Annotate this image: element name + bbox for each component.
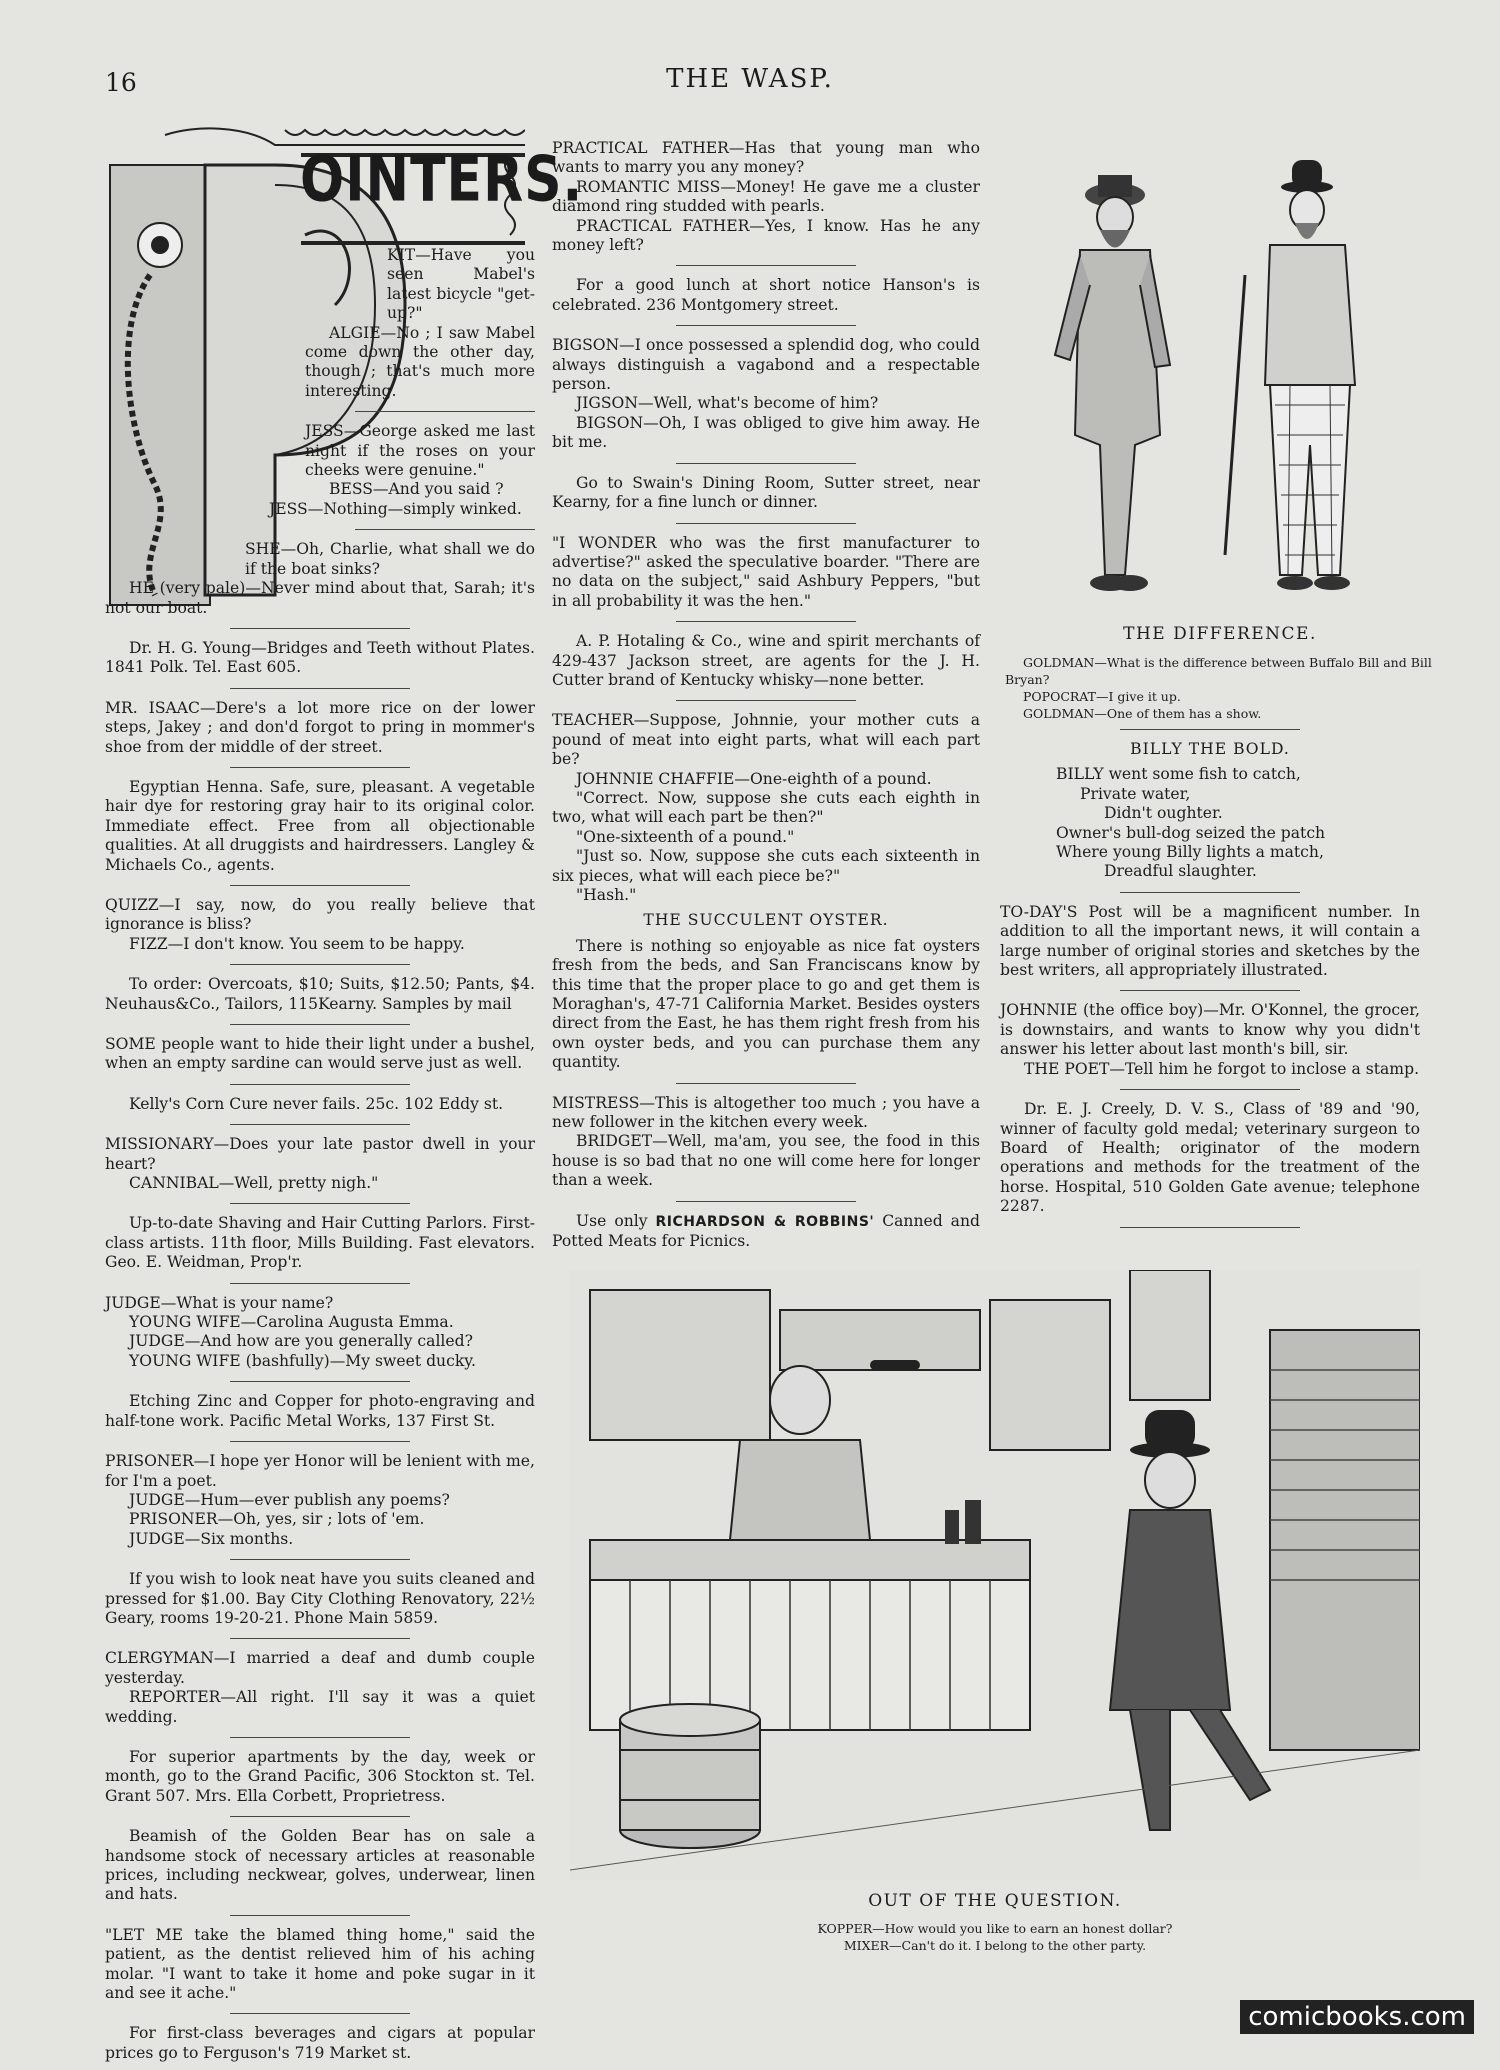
clergyman-line-2: REPORTER—All right. I'll say it was a quiet wedding. — [105, 1688, 535, 1726]
bottom-line-1: KOPPER—How would you like to earn an honest dollar? — [817, 1921, 1173, 1936]
diff-line-2: POPOCRAT—I give it up. — [1023, 689, 1181, 704]
kit-line-1: KIT—Have you seen Mabel's latest bicycle "get-up?" — [387, 246, 535, 323]
the-difference-illustration — [1020, 155, 1420, 605]
ad-young: Dr. H. G. Young—Bridges and Teeth without Plates. 1841 Polk. Tel. East 605. — [105, 638, 535, 677]
clergyman-line-1: CLERGYMAN—I married a deaf and dumb couple yesterday. — [105, 1649, 535, 1687]
ad-swain: Go to Swain's Dining Room, Sutter street, near Kearny, for a fine lunch or dinner. — [552, 473, 980, 512]
ad-etching: Etching Zinc and Copper for photo-engraving and half-tone work. Pacific Metal Works, 137 First St. — [105, 1392, 535, 1430]
quizz-line-2: FIZZ—I don't know. You seem to be happy. — [129, 934, 465, 953]
teacher-line-6: "Hash." — [576, 886, 637, 904]
wonder-line: "I WONDER who was the first manufacturer to advertise?" asked the speculative boarder. "There are no data on the subject," said Ashbury Peppers, "but in all probability it was the hen." — [552, 533, 980, 610]
jess-line-2: BESS—And you said ? — [329, 480, 504, 499]
teacher-line-4: "One-sixteenth of a pound." — [576, 827, 795, 846]
johnnie-line-2: THE POET—Tell him he forgot to inclose a stamp. — [1024, 1059, 1420, 1078]
prisoner-line-4: JUDGE—Six months. — [129, 1529, 294, 1548]
out-of-the-question-dialogue — [570, 1920, 1420, 1954]
judge-line-4: YOUNG WIFE (bashfully)—My sweet ducky. — [129, 1351, 476, 1370]
the-difference-dialogue — [1005, 654, 1435, 722]
out-of-the-question-illustration — [570, 1270, 1420, 1880]
teacher-line-2: JOHNNIE CHAFFIE—One-eighth of a pound. — [576, 769, 932, 788]
missionary-line-1: MISSIONARY—Does your late pastor dwell in your heart? — [105, 1135, 535, 1173]
prisoner-line-1: PRISONER—I hope yer Honor will be lenient with me, for I'm a poet. — [105, 1452, 535, 1490]
prisoner-line-2: JUDGE—Hum—ever publish any poems? — [129, 1490, 450, 1509]
practical-line-1: PRACTICAL FATHER—Has that young man who wants to marry you any money? — [552, 139, 980, 177]
judge-line-1: JUDGE—What is your name? — [105, 1293, 334, 1312]
today-post-line: TO-DAY'S Post will be a magnificent number. In addition to all the important news, it will contain a large number of original stories and sketches by the best writers, all appropriately illustrated. — [1000, 902, 1420, 980]
ad-apartments: For superior apartments by the day, week or month, go to the Grand Pacific, 306 Stockton st. Tel. Grant 507. Mrs. Ella Corbett, Proprietress. — [105, 1747, 535, 1805]
ad-hotaling: A. P. Hotaling & Co., wine and spirit merchants of 429-437 Jackson street, are agents for the J. H. Cutter brand of Kentucky whisky—none better. — [552, 632, 980, 689]
page-number: 16 — [105, 68, 137, 97]
bigson-line-1: BIGSON—I once possessed a splendid dog, who could always distinguish a vagabond and a respectable person. — [552, 336, 980, 394]
pointers-title: OINTERS. — [300, 144, 584, 216]
judge-line-2: YOUNG WIFE—Carolina Augusta Emma. — [129, 1313, 454, 1332]
billy-line-1: BILLY went some fish to catch, — [1056, 765, 1301, 784]
she-line-1: SHE—Oh, Charlie, what shall we do if the boat sinks? — [245, 540, 535, 578]
bigson-line-2: JIGSON—Well, what's become of him? — [576, 394, 879, 413]
ad-kelly: Kelly's Corn Cure never fails. 25c. 102 Eddy st. — [129, 1094, 504, 1113]
judge-line-3: JUDGE—And how are you generally called? — [129, 1332, 473, 1351]
ad-order: To order: Overcoats, $10; Suits, $12.50; Pants, $4. Neuhaus&Co., Tailors, 115Kearny. Samples by mail — [105, 975, 535, 1013]
billy-line-2: Private water, — [1080, 784, 1191, 803]
billy-heading: BILLY THE BOLD. — [1130, 740, 1290, 758]
billy-line-4: Owner's bull-dog seized the patch — [1056, 823, 1326, 842]
ad-oyster: There is nothing so enjoyable as nice fat oysters fresh from the beds, and San Franciscans know by this time that the proper place to go and get them is Moraghan's, 47-71 California Market. Besides oysters direct from the East, he has them right fresh from his own oyster beds, and you can purchase them any quantity. — [552, 936, 980, 1072]
jess-line-3: JESS—Nothing—simply winked. — [269, 499, 522, 518]
teacher-line-3: "Correct. Now, suppose she cuts each eighth in two, what will each part be then?" — [552, 788, 980, 827]
jess-line-1: JESS—George asked me last night if the roses on your cheeks were genuine." — [305, 422, 535, 480]
diff-line-3: GOLDMAN—One of them has a show. — [1023, 706, 1262, 721]
ad-ferguson: For first-class beverages and cigars at popular prices go to Ferguson's 719 Market st. — [105, 2024, 535, 2062]
missionary-line-2: CANNIBAL—Well, pretty nigh." — [129, 1174, 379, 1193]
ad-hanson: For a good lunch at short notice Hanson's is celebrated. 236 Montgomery street. — [552, 276, 980, 314]
ad-suits: If you wish to look neat have you suits cleaned and pressed for $1.00. Bay City Clothing Renovatory, 22½ Geary, rooms 19-20-21. Phone Main 5859. — [105, 1570, 535, 1627]
billy-line-6: Dreadful slaughter. — [1104, 862, 1257, 881]
ad-henna: Egyptian Henna. Safe, sure, pleasant. A vegetable hair dye for restoring gray hair to its original color. Immediate effect. Free from all objectionable qualities. At all druggists and hairdressers. Langley & Michaels Co., agents. — [105, 777, 535, 874]
ad-beamish: Beamish of the Golden Bear has on sale a handsome stock of necessary articles at reasonable prices, including neckwear, golves, underwear, linen and hats. — [105, 1827, 535, 1904]
richardson-post: Canned and Potted Meats for Picnics. — [552, 1211, 981, 1251]
billy-line-3: Didn't oughter. — [1104, 804, 1223, 823]
quizz-line-1: QUIZZ—I say, now, do you really believe that ignorance is bliss? — [105, 895, 535, 934]
ad-richardson — [552, 1212, 980, 1252]
bigson-line-3: BIGSON—Oh, I was obliged to give him away. He bit me. — [552, 413, 980, 452]
billy-line-5: Where young Billy lights a match, — [1056, 843, 1324, 862]
oyster-heading: THE SUCCULENT OYSTER. — [643, 911, 889, 930]
some-line: SOME people want to hide their light under a bushel, when an empty sardine can would serve just as well. — [105, 1035, 535, 1073]
ad-shaving: Up-to-date Shaving and Hair Cutting Parlors. First-class artists. 11th floor, Mills Building. Fast elevators. Geo. E. Weidman, Prop'r. — [105, 1214, 535, 1272]
masthead: THE WASP. — [666, 64, 834, 94]
column-1 — [105, 246, 535, 2063]
mistress-line-1: MISTRESS—This is altogether too much ; you have a new follower in the kitchen every week. — [552, 1093, 980, 1132]
ad-creely: Dr. E. J. Creely, D. V. S., Class of '89 and '90, winner of faculty gold medal; veterinary surgeon to Board of Health; originator of the modern operations and methods for the treatment of the horse. Hospital, 510 Golden Gate avenue; telephone 2287. — [1000, 1100, 1420, 1216]
practical-line-3: PRACTICAL FATHER—Yes, I know. Has he any money left? — [552, 216, 980, 255]
diff-line-1: GOLDMAN—What is the difference between Buffalo Bill and Bill Bryan? — [1005, 655, 1432, 687]
column-3 — [1000, 729, 1420, 1238]
bottom-line-2: MIXER—Can't do it. I belong to the other party. — [843, 1938, 1147, 1953]
the-difference-caption: THE DIFFERENCE. — [1123, 624, 1317, 644]
mistress-line-2: BRIDGET—Well, ma'am, you see, the food in this house is so bad that no one will come here for longer than a week. — [552, 1132, 980, 1190]
practical-line-2: ROMANTIC MISS—Money! He gave me a cluster diamond ring studded with pearls. — [552, 177, 980, 216]
isaac-line: MR. ISAAC—Dere's a lot more rice on der lower steps, Jakey ; and don'd forgot to pring in mommer's shoe from der middle of der street. — [105, 698, 535, 756]
richardson-pre: Use only — [576, 1211, 648, 1230]
teacher-line-5: "Just so. Now, suppose she cuts each sixteenth in six pieces, what will each piece be?" — [552, 847, 980, 885]
teacher-line-1: TEACHER—Suppose, Johnnie, your mother cuts a pound of meat into eight parts, what will each part be? — [552, 711, 980, 769]
richardson-brand: RICHARDSON & ROBBINS' — [655, 1213, 875, 1230]
prisoner-line-3: PRISONER—Oh, yes, sir ; lots of 'em. — [129, 1510, 425, 1529]
out-of-the-question-caption: OUT OF THE QUESTION. — [868, 1891, 1122, 1911]
she-line-2: HE (very pale)—Never mind about that, Sarah; it's not our boat. — [105, 579, 535, 617]
johnnie-line-1: JOHNNIE (the office boy)—Mr. O'Konnel, the grocer, is downstairs, and wants to know why you didn't answer his letter about last month's bill, sir. — [1000, 1001, 1420, 1059]
watermark: comicbooks.com — [1240, 2000, 1474, 2034]
column-2 — [552, 139, 980, 1252]
let-me-line: "LET ME take the blamed thing home," said the patient, as the dentist relieved him of his aching molar. "I want to take it home and poke sugar in it and see it ache." — [105, 1925, 535, 2003]
kit-line-2: ALGIE—No ; I saw Mabel come down the other day, though ; that's much more interesting. — [305, 323, 535, 400]
